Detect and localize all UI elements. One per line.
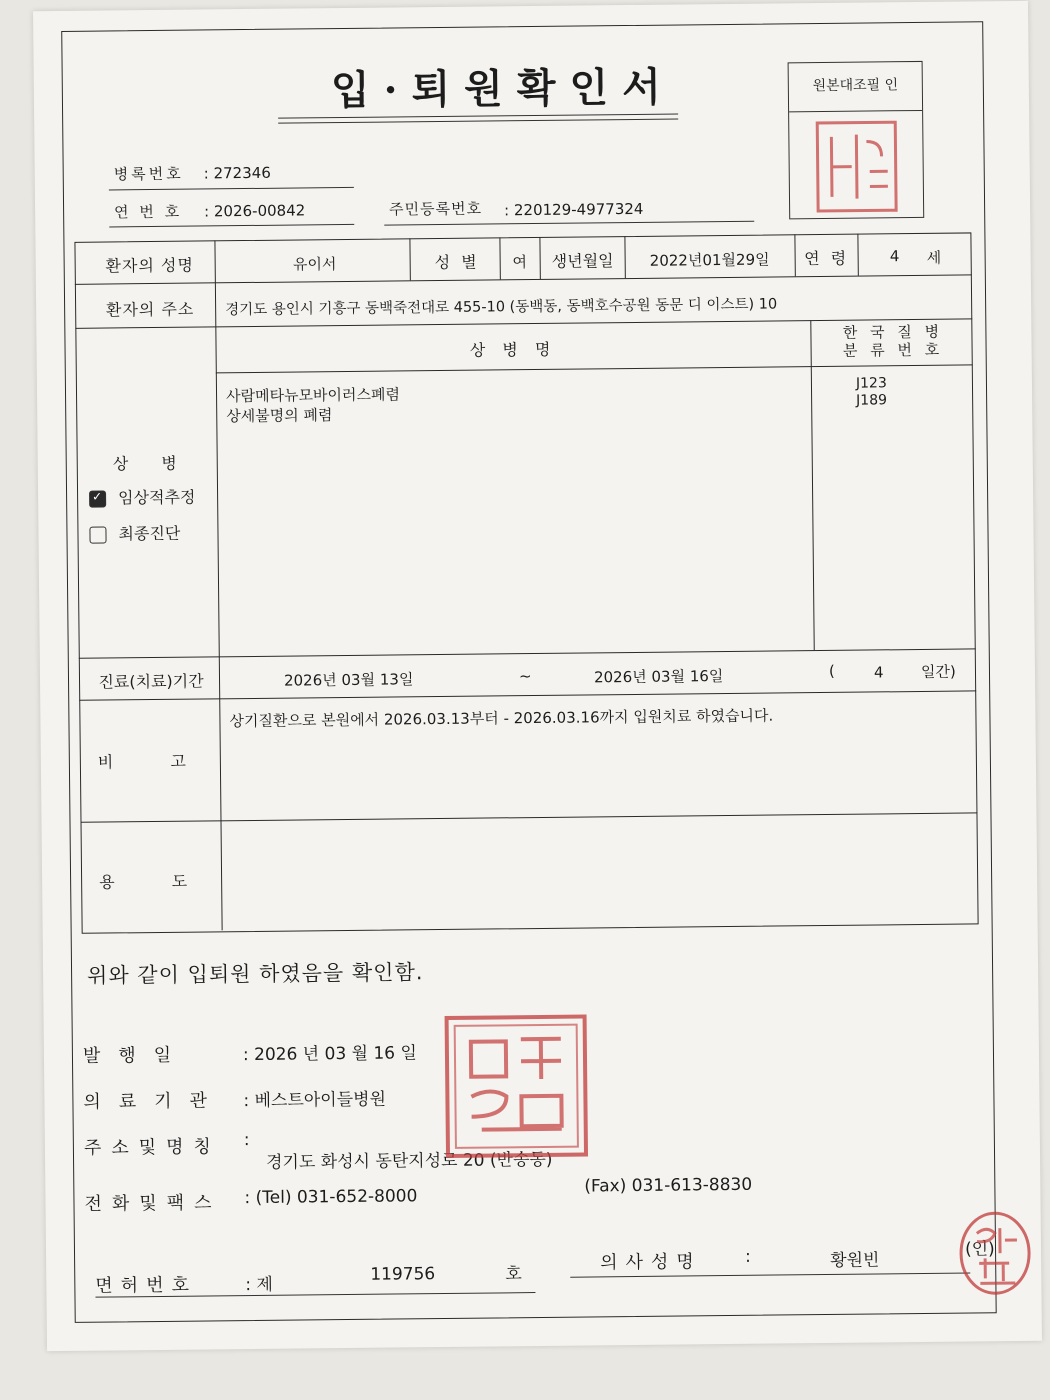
diagnosis-list [226, 384, 400, 426]
birth-value: 2022년01월29일 [649, 250, 770, 270]
underline [109, 187, 354, 191]
period-start: 2026년 03월 13일 [283, 670, 414, 690]
checkbox-unchecked-icon[interactable] [89, 527, 106, 544]
phone-fax-label: 전화및팩스 [84, 1192, 222, 1215]
remarks-text: 상기질환으로 본원에서 2026.03.13부터 - 2026.03.16까지 입원치료 하였습니다. [229, 706, 774, 731]
diagnosis-section-label: 상 병 [112, 453, 191, 474]
resident-no-label: 주민등록번호 [389, 199, 483, 219]
period-separator: ~ [518, 667, 532, 686]
tel: (Tel) 031-652-8000 [255, 1186, 418, 1208]
tel-value: : (Tel) 031-652-8000 [244, 1186, 418, 1209]
purpose-label: 용 도 [99, 871, 214, 892]
record-no: 272346 [213, 163, 271, 183]
issue-date-label: 발행일 [82, 1044, 190, 1067]
option-clinical-estimate[interactable] [89, 485, 196, 509]
diagnosis-code-list [856, 375, 887, 409]
license-suffix: 호 [505, 1264, 522, 1285]
resident-no-value: : 220129-4977324 [504, 199, 644, 220]
license-prefix: 제 [256, 1274, 274, 1295]
document-title: 입·퇴원확인서 [330, 63, 675, 115]
resident-no: 220129-4977324 [513, 199, 644, 220]
issue-date-value: : 2026 년 03 월 16 일 [242, 1043, 418, 1066]
diagnosis-name-1: 사람메타뉴모바이러스폐렴 [225, 385, 401, 406]
divider [789, 110, 922, 112]
age-label: 연 령 [804, 248, 850, 269]
disease-code-header [815, 322, 970, 360]
original-verification-label: 원본대조필 인 [812, 77, 899, 95]
checkbox-checked-icon[interactable] [89, 491, 106, 508]
certificate-frame [61, 21, 996, 1323]
sex-label: 성 별 [434, 252, 480, 273]
period-days-open: ( [828, 661, 835, 680]
institution-address: 경기도 화성시 동탄지성로 20 (반송동) [265, 1149, 553, 1173]
original-verification-box [788, 61, 925, 219]
period-days-unit: 일간) [920, 662, 956, 681]
period-end: 2026년 03월 16일 [593, 667, 724, 687]
serial-no-label: 연 번 호 [114, 202, 183, 222]
age-unit: 세 [926, 248, 942, 267]
option-clinical-label: 임상적추정 [118, 487, 196, 508]
institution-label: 의료기관 [83, 1090, 226, 1113]
diagnosis-code-2: J189 [856, 392, 888, 409]
hospital-seal-stamp [811, 116, 902, 217]
issue-date: 2026 년 03 월 16 일 [253, 1043, 418, 1065]
address-label: 주소및명칭 [83, 1136, 221, 1159]
sex-value: 여 [512, 253, 528, 272]
institution-value: : 베스트아이들병원 [243, 1089, 387, 1112]
confirmation-statement: 위와 같이 입퇴원 하였음을 확인함. [86, 960, 424, 988]
serial-no: 2026-00842 [213, 201, 306, 221]
serial-no-value: : 2026-00842 [204, 201, 306, 221]
diagnosis-code-1: J123 [855, 375, 887, 392]
diagnosis-name-2: 상세불명의 폐렴 [226, 406, 333, 426]
period-days: 4 [873, 663, 884, 682]
patient-address: 경기도 용인시 기흥구 동백죽전대로 455-10 (동백동, 동백호수공원 동문 디 이스트) 10 [225, 296, 778, 319]
patient-address-label: 환자의 주소 [105, 299, 195, 320]
option-final-label: 최종진단 [118, 523, 181, 544]
seal-mark: (인) [964, 1239, 995, 1260]
hospital-official-seal [441, 1010, 593, 1162]
remarks-label: 비 고 [97, 751, 212, 772]
diagnosis-name-header: 상 병 명 [469, 339, 557, 360]
address-colon: : [243, 1130, 250, 1151]
patient-name: 유이서 [292, 255, 337, 274]
doctor-name: 황원빈 [830, 1250, 880, 1271]
birth-label: 생년월일 [551, 251, 614, 271]
record-no-value: : 272346 [203, 163, 271, 183]
period-label: 진료(치료)기간 [98, 671, 204, 692]
underline [384, 221, 754, 226]
age-value: 4 [889, 247, 900, 266]
doctor-colon: : [744, 1246, 751, 1267]
fax: (Fax) 031-613-8830 [584, 1174, 753, 1197]
license-label: 면허번호 [95, 1274, 198, 1297]
disease-code-header-line2: 분 류 번 호 [842, 340, 944, 360]
patient-name-label: 환자의 성명 [105, 255, 194, 276]
license-no: 119756 [370, 1264, 436, 1285]
disease-code-header-line1: 한 국 질 병 [842, 322, 944, 342]
title-underline [278, 118, 678, 123]
doctor-label: 의사성명 [600, 1251, 702, 1274]
record-no-label: 병록번호 [113, 164, 184, 184]
institution-name: 베스트아이들병원 [254, 1089, 387, 1111]
document-page [33, 1, 1042, 1351]
underline [109, 224, 354, 228]
doctor-personal-seal [955, 1208, 1036, 1299]
option-final-diagnosis[interactable] [89, 521, 180, 545]
license-prefix-value: : 제 [245, 1274, 274, 1296]
